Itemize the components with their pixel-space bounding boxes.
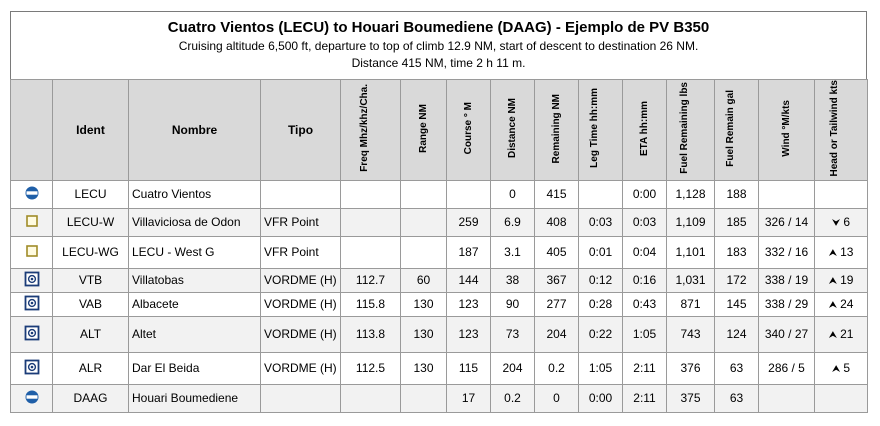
- course-cell: 123: [447, 292, 491, 316]
- leg-time-cell: 0:12: [579, 268, 623, 292]
- fuel-gal-cell: 63: [715, 384, 759, 412]
- wind-arrow-icon: ⮝: [828, 300, 838, 311]
- tipo-cell: [261, 384, 341, 412]
- wind-arrow-icon: ⮝: [828, 248, 838, 259]
- course-cell: 144: [447, 268, 491, 292]
- distance-cell: 3.1: [491, 236, 535, 268]
- wind-cell: 338 / 19: [759, 268, 815, 292]
- course-cell: 123: [447, 316, 491, 352]
- leg-time-cell: 0:01: [579, 236, 623, 268]
- wind-header: Wind °M/kts: [759, 80, 815, 181]
- remaining-cell: 0: [535, 384, 579, 412]
- range-cell: [401, 208, 447, 236]
- range-header: Range NM: [401, 80, 447, 181]
- head-tailwind-cell: [815, 316, 868, 352]
- head-tailwind-value: 21: [840, 327, 854, 341]
- fuel-gal-cell: 124: [715, 316, 759, 352]
- head-tailwind-value: 13: [840, 245, 854, 259]
- head-tailwind-value: 5: [843, 361, 851, 375]
- course-header: Course ° M: [447, 80, 491, 181]
- leg-time-header: Leg Time hh:mm: [579, 80, 623, 181]
- symbol-header: [11, 80, 53, 181]
- nombre-cell: Houari Boumediene: [129, 384, 261, 412]
- fuel-lbs-cell: 376: [667, 352, 715, 384]
- freq-cell: [341, 180, 401, 208]
- tipo-header: Tipo: [261, 80, 341, 181]
- ident-cell: ALR: [53, 352, 129, 384]
- eta-cell: 0:16: [623, 268, 667, 292]
- flight-plan-table: [10, 79, 868, 413]
- range-cell: 130: [401, 352, 447, 384]
- fuel-gal-cell: 145: [715, 292, 759, 316]
- range-cell: [401, 236, 447, 268]
- wind-cell: [759, 180, 815, 208]
- eta-cell: 0:43: [623, 292, 667, 316]
- fuel-gal-cell: 172: [715, 268, 759, 292]
- leg-time-cell: 0:03: [579, 208, 623, 236]
- range-cell: [401, 384, 447, 412]
- wind-cell: 338 / 29: [759, 292, 815, 316]
- fuel-lbs-cell: 375: [667, 384, 715, 412]
- vordme-icon: [11, 316, 53, 352]
- course-cell: [447, 180, 491, 208]
- table-row: [11, 316, 868, 352]
- freq-cell: 115.8: [341, 292, 401, 316]
- tipo-cell: VFR Point: [261, 236, 341, 268]
- leg-time-cell: [579, 180, 623, 208]
- course-cell: 259: [447, 208, 491, 236]
- head-tailwind-cell: [815, 268, 868, 292]
- distance-cell: 204: [491, 352, 535, 384]
- wind-arrow-icon: ⮝: [828, 276, 838, 287]
- eta-header: ETA hh:mm: [623, 80, 667, 181]
- wind-arrow-icon: ⮝: [828, 330, 838, 341]
- title-block: [10, 11, 867, 79]
- fuel-gal-cell: 63: [715, 352, 759, 384]
- fuel-lbs-cell: 1,128: [667, 180, 715, 208]
- wind-cell: 286 / 5: [759, 352, 815, 384]
- nombre-cell: Cuatro Vientos: [129, 180, 261, 208]
- nombre-cell: Albacete: [129, 292, 261, 316]
- course-cell: 17: [447, 384, 491, 412]
- nombre-cell: Dar El Beida: [129, 352, 261, 384]
- flight-plan: [10, 11, 867, 413]
- eta-cell: 1:05: [623, 316, 667, 352]
- nombre-header: Nombre: [129, 80, 261, 181]
- head-tailwind-cell: [815, 352, 868, 384]
- distance-cell: 0.2: [491, 384, 535, 412]
- remaining-cell: 277: [535, 292, 579, 316]
- leg-time-cell: 1:05: [579, 352, 623, 384]
- nombre-cell: Altet: [129, 316, 261, 352]
- fuel-lbs-cell: 871: [667, 292, 715, 316]
- summary-line-2: Distance 415 NM, time 2 h 11 m.: [351, 56, 526, 70]
- leg-time-cell: 0:28: [579, 292, 623, 316]
- eta-cell: 0:03: [623, 208, 667, 236]
- distance-cell: 38: [491, 268, 535, 292]
- fuel-remaining-lbs-header: Fuel Remaining lbs: [667, 80, 715, 181]
- eta-cell: 0:04: [623, 236, 667, 268]
- ident-cell: DAAG: [53, 384, 129, 412]
- ident-cell: LECU-WG: [53, 236, 129, 268]
- head-tailwind-cell: [815, 180, 868, 208]
- remaining-cell: 408: [535, 208, 579, 236]
- freq-cell: 113.8: [341, 316, 401, 352]
- remaining-cell: 415: [535, 180, 579, 208]
- fuel-gal-cell: 185: [715, 208, 759, 236]
- airport-icon: [11, 384, 53, 412]
- range-cell: 60: [401, 268, 447, 292]
- head-tailwind-cell: [815, 208, 868, 236]
- tipo-cell: VORDME (H): [261, 268, 341, 292]
- remaining-cell: 405: [535, 236, 579, 268]
- remaining-header: Remaining NM: [535, 80, 579, 181]
- head-tailwind-value: 24: [840, 297, 854, 311]
- freq-cell: [341, 236, 401, 268]
- vfr-point-icon: [11, 236, 53, 268]
- freq-cell: [341, 208, 401, 236]
- ident-cell: ALT: [53, 316, 129, 352]
- wind-arrow-icon: ⮝: [831, 364, 841, 375]
- fuel-lbs-cell: 1,031: [667, 268, 715, 292]
- table-row: [11, 384, 868, 412]
- fuel-lbs-cell: 1,101: [667, 236, 715, 268]
- head-tailwind-cell: [815, 384, 868, 412]
- table-row: [11, 352, 868, 384]
- fuel-gal-cell: 183: [715, 236, 759, 268]
- distance-cell: 90: [491, 292, 535, 316]
- freq-cell: [341, 384, 401, 412]
- wind-cell: 326 / 14: [759, 208, 815, 236]
- nombre-cell: LECU - West G: [129, 236, 261, 268]
- eta-cell: 0:00: [623, 180, 667, 208]
- ident-cell: LECU: [53, 180, 129, 208]
- tipo-cell: VORDME (H): [261, 352, 341, 384]
- head-tailwind-value: 6: [843, 215, 851, 229]
- remaining-cell: 0.2: [535, 352, 579, 384]
- tipo-cell: [261, 180, 341, 208]
- eta-cell: 2:11: [623, 352, 667, 384]
- leg-time-cell: 0:00: [579, 384, 623, 412]
- table-row: [11, 180, 868, 208]
- fuel-lbs-cell: 1,109: [667, 208, 715, 236]
- table-row: [11, 268, 868, 292]
- head-tailwind-value: 19: [840, 273, 854, 287]
- tipo-cell: VORDME (H): [261, 292, 341, 316]
- wind-cell: [759, 384, 815, 412]
- range-cell: 130: [401, 292, 447, 316]
- nombre-cell: Villatobas: [129, 268, 261, 292]
- head-tailwind-cell: [815, 292, 868, 316]
- ident-cell: LECU-W: [53, 208, 129, 236]
- range-cell: 130: [401, 316, 447, 352]
- fuel-remain-gal-header: Fuel Remain gal: [715, 80, 759, 181]
- course-cell: 187: [447, 236, 491, 268]
- distance-header: Distance NM: [491, 80, 535, 181]
- nombre-cell: Villaviciosa de Odon: [129, 208, 261, 236]
- vordme-icon: [11, 292, 53, 316]
- leg-time-cell: 0:22: [579, 316, 623, 352]
- table-row: [11, 208, 868, 236]
- vfr-point-icon: [11, 208, 53, 236]
- freq-cell: 112.7: [341, 268, 401, 292]
- header-row: [11, 80, 868, 181]
- table-row: [11, 292, 868, 316]
- flight-plan-title: Cuatro Vientos (LECU) to Houari Boumediene (DAAG) - Ejemplo de PV B350: [167, 19, 710, 36]
- distance-cell: 0: [491, 180, 535, 208]
- ident-cell: VTB: [53, 268, 129, 292]
- distance-cell: 6.9: [491, 208, 535, 236]
- remaining-cell: 367: [535, 268, 579, 292]
- head-tailwind-header: Head or Tailwind kts: [815, 80, 868, 181]
- airport-icon: [11, 180, 53, 208]
- table-row: [11, 236, 868, 268]
- ident-header: Ident: [53, 80, 129, 181]
- fuel-gal-cell: 188: [715, 180, 759, 208]
- ident-cell: VAB: [53, 292, 129, 316]
- range-cell: [401, 180, 447, 208]
- eta-cell: 2:11: [623, 384, 667, 412]
- remaining-cell: 204: [535, 316, 579, 352]
- head-tailwind-cell: [815, 236, 868, 268]
- freq-header: Freq Mhz/khz/Cha.: [341, 80, 401, 181]
- wind-cell: 332 / 16: [759, 236, 815, 268]
- vordme-icon: [11, 268, 53, 292]
- vordme-icon: [11, 352, 53, 384]
- freq-cell: 112.5: [341, 352, 401, 384]
- wind-arrow-icon: ⮟: [831, 218, 841, 229]
- course-cell: 115: [447, 352, 491, 384]
- fuel-lbs-cell: 743: [667, 316, 715, 352]
- summary-line-1: Cruising altitude 6,500 ft, departure to top of climb 12.9 NM, start of descent to destination 26 NM.: [178, 39, 699, 53]
- distance-cell: 73: [491, 316, 535, 352]
- tipo-cell: VORDME (H): [261, 316, 341, 352]
- wind-cell: 340 / 27: [759, 316, 815, 352]
- tipo-cell: VFR Point: [261, 208, 341, 236]
